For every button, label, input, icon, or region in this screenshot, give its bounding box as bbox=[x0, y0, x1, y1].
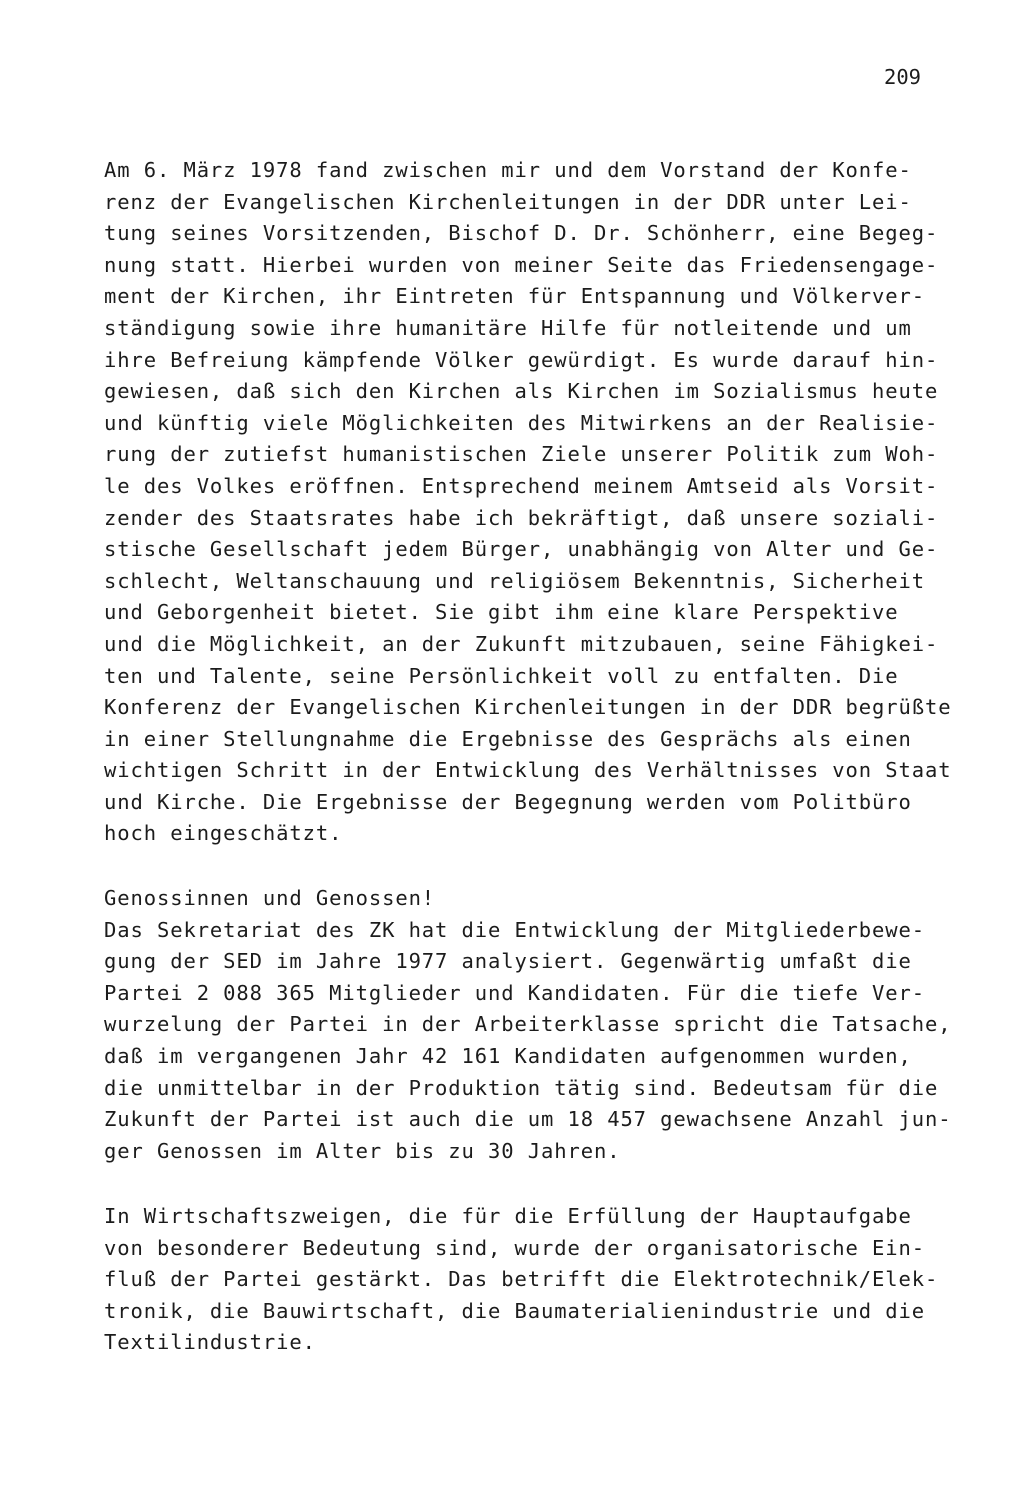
text-line: Textilindustrie. bbox=[104, 1330, 316, 1355]
text-line: gewiesen, daß sich den Kirchen als Kirchen im Sozialismus heute bbox=[104, 379, 939, 404]
text-line: ständigung sowie ihre humanitäre Hilfe für notleitende und um bbox=[104, 315, 912, 340]
text-line: In Wirtschaftszweigen, die für die Erfüllung der Hauptaufgabe bbox=[104, 1204, 912, 1228]
text-line: wurzelung der Partei in der Arbeiterklasse spricht die Tatsache, bbox=[104, 1012, 952, 1037]
paragraph-mitglieder bbox=[104, 883, 964, 1167]
text-line: Konferenz der Evangelischen Kirchenleitungen in der DDR begrüßte bbox=[104, 695, 952, 720]
text-line: Partei 2 088 365 Mitglieder und Kandidaten. Für die tiefe Ver- bbox=[104, 980, 926, 1005]
text-line: Zukunft der Partei ist auch die um 18 457 gewachsene Anzahl jun- bbox=[104, 1107, 952, 1132]
text-line: rung der zutiefst humanistischen Ziele unserer Politik zum Woh- bbox=[104, 442, 939, 467]
text-line: und die Möglichkeit, an der Zukunft mitzubauen, seine Fähigkei- bbox=[104, 631, 939, 656]
text-line: Am 6. März 1978 fand zwischen mir und dem Vorstand der Konfe- bbox=[104, 158, 912, 182]
text-line: ger Genossen im Alter bis zu 30 Jahren. bbox=[104, 1138, 621, 1163]
text-line: die unmittelbar in der Produktion tätig sind. Bedeutsam für die bbox=[104, 1075, 939, 1100]
text-line: und Geborgenheit bietet. Sie gibt ihm eine klare Perspektive bbox=[104, 600, 899, 625]
paragraph-wirtschaft bbox=[104, 1201, 964, 1359]
text-line: schlecht, Weltanschauung und religiösem Bekenntnis, Sicherheit bbox=[104, 568, 926, 593]
text-line: ihre Befreiung kämpfende Völker gewürdigt. Es wurde darauf hin- bbox=[104, 347, 939, 372]
text-line: ten und Talente, seine Persönlichkeit voll zu entfalten. Die bbox=[104, 663, 899, 688]
text-line: und künftig viele Möglichkeiten des Mitwirkens an der Realisie- bbox=[104, 410, 939, 435]
text-line: Genossinnen und Genossen! bbox=[104, 886, 436, 910]
text-line: Das Sekretariat des ZK hat die Entwicklung der Mitgliederbewe- bbox=[104, 917, 926, 942]
text-line: renz der Evangelischen Kirchenleitungen in der DDR unter Lei- bbox=[104, 189, 912, 214]
text-line: fluß der Partei gestärkt. Das betrifft die Elektrotechnik/Elek- bbox=[104, 1267, 939, 1292]
text-line: in einer Stellungnahme die Ergebnisse des Gesprächs als einen bbox=[104, 726, 912, 751]
text-line: ment der Kirchen, ihr Eintreten für Entspannung und Völkerver- bbox=[104, 284, 926, 309]
text-line: tung seines Vorsitzenden, Bischof D. Dr. Schönherr, eine Begeg- bbox=[104, 221, 939, 246]
text-line: zender des Staatsrates habe ich bekräftigt, daß unsere soziali- bbox=[104, 505, 939, 530]
text-line: le des Volkes eröffnen. Entsprechend meinem Amtseid als Vorsit- bbox=[104, 473, 939, 498]
paragraph-kirchen bbox=[104, 155, 964, 850]
text-line: tronik, die Bauwirtschaft, die Baumaterialienindustrie und die bbox=[104, 1298, 926, 1323]
text-line: gung der SED im Jahre 1977 analysiert. Gegenwärtig umfaßt die bbox=[104, 949, 912, 974]
text-line: und Kirche. Die Ergebnisse der Begegnung werden vom Politbüro bbox=[104, 789, 912, 814]
text-line: stische Gesellschaft jedem Bürger, unabhängig von Alter und Ge- bbox=[104, 537, 939, 562]
text-line: daß im vergangenen Jahr 42 161 Kandidaten aufgenommen wurden, bbox=[104, 1043, 912, 1068]
page-number: 209 bbox=[884, 65, 922, 89]
text-line: von besonderer Bedeutung sind, wurde der organisatorische Ein- bbox=[104, 1235, 926, 1260]
text-line: hoch eingeschätzt. bbox=[104, 821, 343, 846]
text-line: wichtigen Schritt in der Entwicklung des Verhältnisses von Staat bbox=[104, 758, 952, 783]
text-line: nung statt. Hierbei wurden von meiner Seite das Friedensengage- bbox=[104, 252, 939, 277]
